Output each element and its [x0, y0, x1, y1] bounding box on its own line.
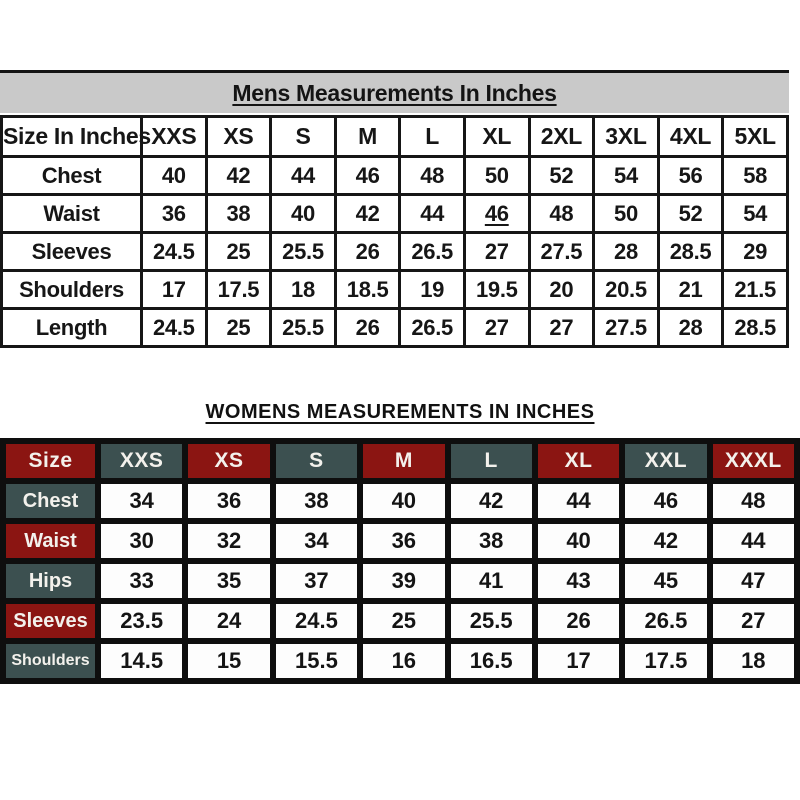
womens-cell: 47 — [710, 561, 797, 601]
womens-cell: 30 — [98, 521, 185, 561]
mens-cell: 25 — [206, 233, 271, 271]
mens-cell: 50 — [594, 195, 659, 233]
mens-cell: 36 — [142, 195, 207, 233]
mens-cell: 27.5 — [529, 233, 594, 271]
mens-row-label: Sleeves — [2, 233, 142, 271]
mens-cell: 26 — [335, 233, 400, 271]
mens-row-label: Waist — [2, 195, 142, 233]
mens-column-header: M — [335, 117, 400, 157]
mens-cell: 44 — [400, 195, 465, 233]
mens-cell: 19 — [400, 271, 465, 309]
womens-cell: 32 — [185, 521, 272, 561]
womens-cell: 17.5 — [622, 641, 709, 681]
mens-cell: 27 — [529, 309, 594, 347]
womens-cell: 44 — [535, 481, 622, 521]
mens-table-title: Mens Measurements In Inches — [232, 79, 557, 106]
womens-cell: 16.5 — [448, 641, 535, 681]
mens-cell: 26 — [335, 309, 400, 347]
mens-cell: 44 — [271, 157, 336, 195]
mens-cell: 17 — [142, 271, 207, 309]
mens-cell: 18 — [271, 271, 336, 309]
womens-cell: 33 — [98, 561, 185, 601]
mens-cell: 46 — [464, 195, 529, 233]
mens-cell: 21 — [658, 271, 723, 309]
mens-cell: 28 — [658, 309, 723, 347]
mens-header-row — [2, 117, 788, 157]
mens-row — [2, 195, 788, 233]
womens-row — [3, 561, 797, 601]
womens-cell: 34 — [273, 521, 360, 561]
mens-cell: 24.5 — [142, 233, 207, 271]
mens-row — [2, 271, 788, 309]
mens-column-header: S — [271, 117, 336, 157]
mens-cell: 46 — [335, 157, 400, 195]
womens-column-header: L — [448, 441, 535, 481]
womens-cell: 42 — [448, 481, 535, 521]
womens-cell: 24 — [185, 601, 272, 641]
mens-cell: 38 — [206, 195, 271, 233]
mens-cell: 40 — [271, 195, 336, 233]
mens-cell: 54 — [723, 195, 788, 233]
mens-column-header: 3XL — [594, 117, 659, 157]
mens-column-header: 5XL — [723, 117, 788, 157]
womens-cell: 14.5 — [98, 641, 185, 681]
womens-column-header: M — [360, 441, 447, 481]
womens-cell: 34 — [98, 481, 185, 521]
mens-cell: 29 — [723, 233, 788, 271]
mens-cell: 18.5 — [335, 271, 400, 309]
mens-cell: 48 — [400, 157, 465, 195]
mens-cell: 24.5 — [142, 309, 207, 347]
womens-cell: 15.5 — [273, 641, 360, 681]
womens-cell: 38 — [273, 481, 360, 521]
womens-header-row — [3, 441, 797, 481]
mens-column-header: XXS — [142, 117, 207, 157]
mens-column-header: Size In Inches — [2, 117, 142, 157]
womens-row-label: Chest — [3, 481, 98, 521]
womens-cell: 37 — [273, 561, 360, 601]
mens-cell: 58 — [723, 157, 788, 195]
mens-cell: 25.5 — [271, 233, 336, 271]
mens-cell: 48 — [529, 195, 594, 233]
womens-cell: 41 — [448, 561, 535, 601]
mens-cell: 26.5 — [400, 309, 465, 347]
womens-row — [3, 481, 797, 521]
mens-row-label: Shoulders — [2, 271, 142, 309]
mens-column-header: XL — [464, 117, 529, 157]
womens-cell: 40 — [535, 521, 622, 561]
womens-cell: 15 — [185, 641, 272, 681]
mens-row — [2, 233, 788, 271]
mens-cell: 56 — [658, 157, 723, 195]
womens-cell: 17 — [535, 641, 622, 681]
womens-column-header: Size — [3, 441, 98, 481]
mens-cell: 50 — [464, 157, 529, 195]
womens-row — [3, 521, 797, 561]
womens-column-header: XL — [535, 441, 622, 481]
womens-cell: 24.5 — [273, 601, 360, 641]
mens-cell: 27 — [464, 233, 529, 271]
womens-row — [3, 601, 797, 641]
womens-row-label: Hips — [3, 561, 98, 601]
mens-cell: 27.5 — [594, 309, 659, 347]
mens-row-label: Length — [2, 309, 142, 347]
mens-cell: 52 — [529, 157, 594, 195]
mens-cell: 19.5 — [464, 271, 529, 309]
womens-cell: 26 — [535, 601, 622, 641]
mens-cell: 17.5 — [206, 271, 271, 309]
womens-cell: 44 — [710, 521, 797, 561]
mens-row — [2, 157, 788, 195]
mens-column-header: XS — [206, 117, 271, 157]
mens-cell: 54 — [594, 157, 659, 195]
womens-cell: 25 — [360, 601, 447, 641]
mens-column-header: 4XL — [658, 117, 723, 157]
mens-cell: 20.5 — [594, 271, 659, 309]
mens-size-table — [0, 115, 789, 348]
mens-cell: 28 — [594, 233, 659, 271]
womens-cell: 40 — [360, 481, 447, 521]
womens-cell: 26.5 — [622, 601, 709, 641]
mens-column-header: L — [400, 117, 465, 157]
mens-title-band — [0, 70, 789, 113]
womens-cell: 16 — [360, 641, 447, 681]
mens-cell: 28.5 — [723, 309, 788, 347]
womens-cell: 23.5 — [98, 601, 185, 641]
mens-section — [0, 70, 789, 348]
womens-column-header: XXL — [622, 441, 709, 481]
mens-cell: 27 — [464, 309, 529, 347]
mens-cell: 52 — [658, 195, 723, 233]
womens-row-label: Waist — [3, 521, 98, 561]
mens-cell: 20 — [529, 271, 594, 309]
mens-column-header: 2XL — [529, 117, 594, 157]
womens-cell: 45 — [622, 561, 709, 601]
womens-column-header: XXS — [98, 441, 185, 481]
womens-cell: 36 — [360, 521, 447, 561]
womens-column-header: XS — [185, 441, 272, 481]
mens-cell: 26.5 — [400, 233, 465, 271]
mens-cell: 40 — [142, 157, 207, 195]
womens-cell: 35 — [185, 561, 272, 601]
womens-column-header: XXXL — [710, 441, 797, 481]
womens-row-label: Shoulders — [3, 641, 98, 681]
mens-cell: 21.5 — [723, 271, 788, 309]
womens-cell: 25.5 — [448, 601, 535, 641]
womens-cell: 38 — [448, 521, 535, 561]
mens-row — [2, 309, 788, 347]
mens-cell: 25.5 — [271, 309, 336, 347]
womens-cell: 39 — [360, 561, 447, 601]
womens-cell: 46 — [622, 481, 709, 521]
mens-row-label: Chest — [2, 157, 142, 195]
mens-cell: 42 — [335, 195, 400, 233]
womens-cell: 48 — [710, 481, 797, 521]
womens-column-header: S — [273, 441, 360, 481]
womens-cell: 43 — [535, 561, 622, 601]
womens-cell: 36 — [185, 481, 272, 521]
womens-cell: 18 — [710, 641, 797, 681]
mens-cell: 42 — [206, 157, 271, 195]
womens-size-table — [0, 438, 800, 684]
womens-row — [3, 641, 797, 681]
mens-cell: 28.5 — [658, 233, 723, 271]
mens-cell: 25 — [206, 309, 271, 347]
womens-cell: 42 — [622, 521, 709, 561]
womens-cell: 27 — [710, 601, 797, 641]
womens-table-title: WOMENS MEASUREMENTS IN INCHES — [205, 401, 595, 423]
womens-row-label: Sleeves — [3, 601, 98, 641]
